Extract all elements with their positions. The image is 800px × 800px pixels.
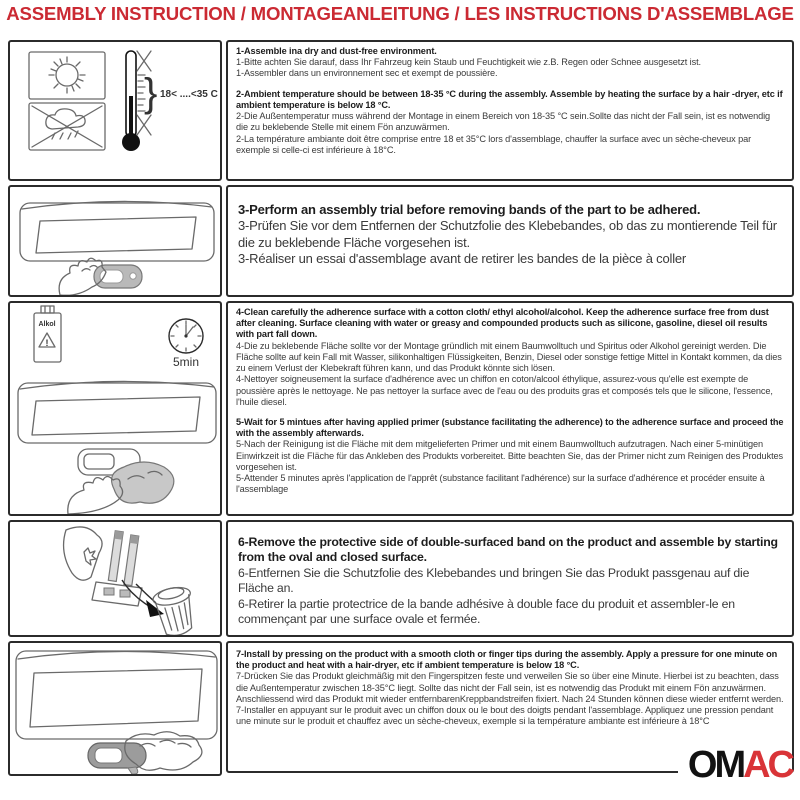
instructions-step-1-2 bbox=[226, 40, 794, 181]
instruction-fr: 7-Installer en appuyant sur le produit avec un chiffon doux ou le bout des doigts pendant l'assemblage. Appliquez une pression pendant une minute sur le produit et chauffez avec un sèche-cheveux, exemple si la température ambiante est inférieure à 18°C bbox=[236, 705, 774, 727]
hand-peeling-strips bbox=[64, 527, 103, 580]
thermometer-icon bbox=[122, 51, 218, 151]
hand-holding-part bbox=[59, 258, 142, 295]
brace-glyph: } bbox=[144, 71, 158, 115]
instruction-en: 2-Ambient temperature should be between 18-35 °C during the assembly. Assemble by heating the surface by a hair -dryer, etc if ambient temperature is below 18 °C. bbox=[236, 88, 783, 110]
alcohol-bottle-icon bbox=[34, 306, 61, 362]
instruction-block-6 bbox=[238, 535, 784, 628]
svg-text:!: ! bbox=[45, 338, 49, 348]
instruction-en: 5-Wait for 5 mintues after having applied primer (substance facilitating the adherence) to the adherence surface and proceed the with the assembly afterwards. bbox=[236, 416, 784, 439]
illustration-press-install bbox=[8, 641, 222, 776]
environment-illustration bbox=[10, 42, 220, 179]
instruction-en: 7-Install by pressing on the product with a smooth cloth or finger tips during the assembly. Apply a pressure for one minute on the product and heat with a hair-dryer, etc if ambient temperature is below 18 °C. bbox=[236, 649, 778, 671]
instruction-de: 2-Die Außentemperatur muss während der Montage in einem Bereich von 18-35 °C sein.Sollte das nicht der Fall sein, ist es notwendig die zu beklebende Stelle mit einem Fön anzuwärmen. bbox=[236, 111, 771, 133]
illustration-clean bbox=[8, 301, 222, 516]
instruction-block-2 bbox=[236, 89, 784, 156]
clean-illustration bbox=[10, 303, 220, 514]
instruction-en: 1-Assemble ina dry and dust-free environment. bbox=[236, 46, 437, 56]
trim-panel-sketch bbox=[18, 381, 216, 443]
sun-icon bbox=[49, 57, 85, 93]
page-title: ASSEMBLY INSTRUCTION / MONTAGEANLEITUNG / LES INSTRUCTIONS D'ASSEMBLAGE bbox=[6, 3, 794, 24]
instruction-fr: 1-Assembler dans un environnement sec et exempt de poussière. bbox=[236, 68, 498, 79]
logo-text-red: AC bbox=[743, 744, 792, 786]
press-install-illustration bbox=[10, 643, 220, 774]
bottle-label: Alkol bbox=[38, 321, 56, 328]
trim-panel-sketch bbox=[16, 651, 217, 739]
instructions-step-4-5 bbox=[226, 301, 794, 516]
instruction-block-4 bbox=[236, 307, 784, 408]
remove-band-illustration bbox=[10, 522, 220, 635]
logo-text-black: OM bbox=[687, 744, 744, 786]
instruction-block-7 bbox=[236, 649, 784, 728]
illustration-remove-band bbox=[8, 520, 222, 637]
instruction-en: 4-Clean carefully the adherence surface with a cotton cloth/ ethyl alcohol/alcohol. Keep the adherence surface free from dust after cleaning. Surface cleaning with water or greasy and compounded products such as silicone, gasoline, diesel oil results with part fall down. bbox=[236, 307, 769, 340]
trash-can-icon bbox=[151, 585, 198, 635]
adhesive-strips bbox=[108, 531, 139, 586]
instructions-step-6 bbox=[226, 520, 794, 637]
illustration-trial bbox=[8, 185, 222, 297]
instructions-step-3 bbox=[226, 185, 794, 297]
illustration-environment bbox=[8, 40, 222, 181]
warning-triangle-icon bbox=[39, 333, 55, 348]
temp-range-label: 18< ....<35 C bbox=[160, 89, 218, 100]
instruction-fr: 4-Nettoyer soigneusement la surface d'adhérence avec un chiffon en coton/alcool éthylique, assurez-vous qu'elle est exempte de poussière après le nettoyage. Ne pas nettoyer la surface avec de l'eau ou des produits gras et composés tels que le silicone, l'essence, l'huile diesel. bbox=[236, 374, 773, 407]
hand-pressing-part bbox=[88, 732, 202, 774]
instruction-fr: 3-Réaliser un essai d'assemblage avant de retirer les bandes de la pièce à coller bbox=[238, 251, 687, 267]
clock-icon bbox=[169, 319, 203, 369]
instruction-de: 1-Bitte achten Sie darauf, dass Ihr Fahrzeug kein Staub und Feuchtigkeit wie z.B. Regen oder Schnee ausgesetzt ist. bbox=[236, 57, 701, 68]
instruction-de: 7-Drücken Sie das Produkt gleichmäßig mit den Fingerspitzen feste und verweilen Sie so über eine Minute. Hierbei ist zu beachten, dass die Außentemperatur zwischen 18-35°C liegt. Sollte das nicht der Fall sein, ist es notwendig das Produkt mit einem Fön anzuwärmen. Anschliessend wird das Produkt mit wieder entfernbarenKreppbandstreifen fixiert. Nach 24 Stunden können diese wieder entfernt werden. bbox=[236, 671, 784, 704]
trim-panel-sketch bbox=[20, 201, 214, 261]
instruction-en: 3-Perform an assembly trial before removing bands of the part to be adhered. bbox=[238, 202, 701, 217]
instruction-de: 4-Die zu beklebende Fläche sollte vor der Montage gründlich mit einem Baumwolltuch und Spiritus oder Alkohol gereinigt werden. Die Fläche sollte auf kein Fall mit Wasser, silikonhaltigen Flüssigkeiten, Benzin, Diesel oder sonstige fettige Mittel in Kontakt kommen, da dies zu einem Verlust der Klebekraft führen kann, und das Produkt könnte sich lösen. bbox=[236, 340, 782, 374]
instruction-de: 6-Entfernen Sie die Schutzfolie des Klebebandes und bringen Sie das Produkt passgenau auf die Fläche an. bbox=[238, 565, 750, 596]
instruction-de: 3-Prüfen Sie vor dem Entfernen der Schutzfolie des Klebebandes, ob das zu montierende Teil für die zu beklebende Fläche vorgesehen ist. bbox=[238, 218, 777, 250]
no-rain-icon bbox=[32, 106, 102, 147]
hand-wiping-cloth bbox=[68, 449, 174, 514]
instruction-en: 6-Remove the protective side of double-surfaced band on the product and assemble by starting from the oval and closed surface. bbox=[238, 535, 778, 565]
instruction-fr: 5-Attender 5 minutes après l'application de l'apprêt (substance facilitant l'adhérence) sur la surface d'adhérence et procéder ensuite à l'assemblage bbox=[236, 473, 765, 495]
instruction-de: 5-Nach der Reinigung ist die Fläche mit dem mitgelieferten Primer und mit einem Baumwolltuch aufzutragen. Nach einer 5-minütigen Einwirkzeit ist die Fläche für das Ankleben des Produkts vorbereitet. Bitte beachten Sie, das der Primer nicht zum Reinigen des Produktes vorgesehen ist. bbox=[236, 439, 784, 472]
clock-label: 5min bbox=[172, 355, 200, 369]
trial-illustration bbox=[10, 187, 220, 295]
instruction-block-1 bbox=[236, 46, 784, 80]
instruction-block-3 bbox=[238, 202, 784, 268]
part-sketch bbox=[92, 582, 142, 606]
instruction-fr: 2-La température ambiante doit être comprise entre 18 et 35°C lors d'assemblage, chauffer la surface avec un sèche-cheveux par exemple si celle-ci est inférieure à 18°C. bbox=[236, 133, 752, 155]
instruction-fr: 6-Retirer la partie protectrice de la bande adhésive à double face du produit et assembler-le en commençant par une surface ovale et fermée. bbox=[238, 596, 735, 627]
omac-logo bbox=[678, 746, 792, 784]
instruction-block-5 bbox=[236, 417, 784, 496]
